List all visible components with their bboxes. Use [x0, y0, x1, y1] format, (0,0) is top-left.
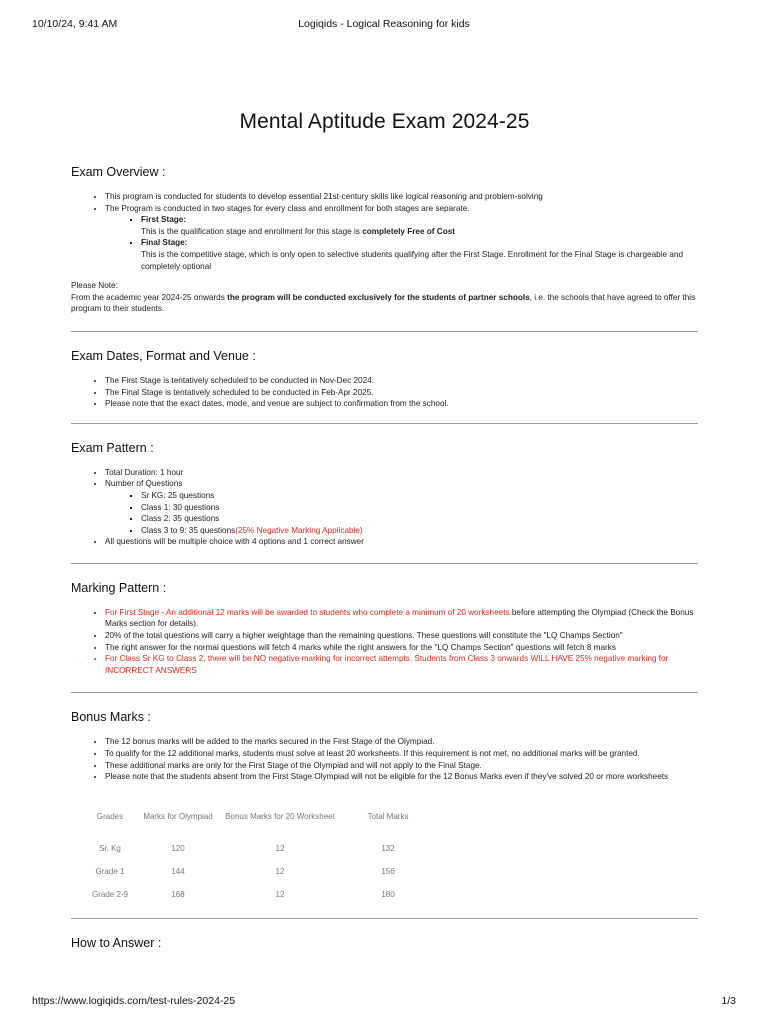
page-content — [71, 110, 698, 962]
page-number: 1/3 — [721, 995, 736, 1007]
list-item: ▪ Sr KG: 25 questions — [141, 490, 698, 502]
table-cell: Grade 2-9 — [91, 889, 129, 899]
list-item: • Please note that the exact dates, mode, and venue are subject to confirmation from the school. — [105, 398, 698, 410]
exam-overview-section — [71, 165, 698, 315]
table-cell: 180 — [381, 889, 395, 899]
please-note — [71, 280, 698, 315]
column-header: Marks for Olympiad — [143, 812, 213, 822]
list-item: • These additional marks are only for the First Stage of the Olympiad and will not apply to the Final Stage. — [105, 760, 698, 772]
bonus-marks-heading: Bonus Marks : — [71, 710, 151, 725]
please-note-label: Please Note: — [71, 281, 118, 291]
list-item: • 20% of the total questions will carry a higher weightage than the remaining questions. These questions will constitute the "LQ Champs Section" — [105, 630, 698, 642]
print-page-title: Logiqids - Logical Reasoning for kids — [298, 18, 470, 30]
note-post: , i.e. the schools that have agreed to offer this program to their students. — [71, 292, 696, 314]
first-stage-label: First Stage: — [141, 215, 187, 225]
questions-list — [105, 490, 698, 536]
table-header-row — [85, 797, 437, 837]
list-item-text: The Program is conducted in two stages for every class and enrollment for both stages are separate. — [105, 203, 470, 213]
table-row — [85, 883, 437, 906]
negative-marking-note: (25% Negative Marking Applicable) — [235, 525, 363, 535]
list-item: • The right answer for the normal questions will fetch 4 marks while the right answers for the "LQ Champs Section" questions will fetch 8 marks — [105, 642, 698, 654]
table-cell: 12 — [275, 843, 285, 853]
list-item: • For Class Sr KG to Class 2, there will be NO negative marking for incorrect attempts. Students from Class 3 onwards WILL HAVE 25% negative marking for INCORRECT ANSWERS — [105, 653, 698, 676]
list-item: • The First Stage is tentatively scheduled to be conducted in Nov-Dec 2024. — [105, 375, 698, 387]
final-stage-item — [141, 237, 698, 272]
marking-pattern-heading: Marking Pattern : — [71, 580, 167, 595]
final-stage-label: Final Stage: — [141, 238, 188, 248]
exam-pattern-heading: Exam Pattern : — [71, 440, 154, 455]
list-item-text: before attempting the Olympiad (Check the Bonus Marks section for details). — [105, 607, 694, 629]
first-stage-item — [141, 214, 698, 237]
stage-list — [105, 214, 698, 272]
overview-list — [71, 191, 698, 272]
list-item: • All questions will be multiple choice with 4 options and 1 correct answer — [105, 536, 698, 548]
bonus-marks-section — [71, 710, 698, 905]
print-footer — [32, 995, 736, 1009]
final-stage-desc: This is the competitive stage, which is only open to selective students qualifying after the First Stage. Enrollment for the Final Stage is chargeable and completely optional — [141, 249, 684, 271]
note-pre: From the academic year 2024-25 onwards — [71, 292, 228, 302]
list-item: • Please note that the students absent from the First Stage Olympiad will not be eligible for the 12 Bonus Marks even if they've solved 20 or more worksheets — [105, 771, 698, 783]
list-item: • To qualify for the 12 additional marks, students must solve at least 20 worksheets. If this requirement is not met, no additional marks will be granted. — [105, 748, 698, 760]
marking-list — [71, 607, 698, 677]
print-datetime: 10/10/24, 9:41 AM — [32, 18, 118, 30]
table-row — [85, 860, 437, 883]
table-cell: 144 — [171, 866, 185, 876]
table-cell: 120 — [171, 843, 185, 853]
list-item — [105, 203, 698, 273]
table-row — [85, 837, 437, 860]
dates-list — [71, 375, 698, 410]
exam-pattern-section — [71, 441, 698, 548]
list-item: ▪ Class 1: 30 questions — [141, 502, 698, 514]
table-cell: 12 — [275, 866, 285, 876]
list-item: • Total Duration: 1 hour — [105, 467, 698, 479]
list-item — [141, 525, 698, 537]
pattern-list — [71, 467, 698, 548]
class39-text: Class 3 to 9: 35 questions — [141, 525, 236, 535]
page-url: https://www.logiqids.com/test-rules-2024-25 — [32, 995, 236, 1007]
column-header: Total Marks — [367, 812, 409, 822]
exam-dates-heading: Exam Dates, Format and Venue : — [71, 348, 256, 363]
column-header: Bonus Marks for 20 Worksheet — [225, 812, 335, 822]
exam-overview-heading: Exam Overview : — [71, 165, 166, 179]
please-note-text — [71, 292, 698, 315]
list-item-text: Number of Questions — [105, 479, 183, 489]
marking-pattern-section — [71, 581, 698, 677]
bonus-list — [71, 736, 698, 782]
page-title: Mental Aptitude Exam 2024-25 — [239, 110, 530, 133]
table-cell: 168 — [171, 889, 185, 899]
print-header — [32, 18, 736, 32]
table-cell: Sr. Kg — [99, 843, 121, 853]
note-bold: the program will be conducted exclusively for the students of partner schools — [227, 292, 530, 302]
bonus-marks-table — [85, 797, 437, 906]
how-to-answer-heading: How to Answer : — [71, 935, 162, 950]
free-of-cost-text: completely Free of Cost — [362, 226, 456, 236]
how-to-answer-section — [71, 936, 698, 950]
list-item: • This program is conducted for students to develop essential 21st-century skills like logical reasoning and problem-solving — [105, 191, 698, 203]
list-item — [105, 607, 698, 630]
bonus-marks-note: For First Stage - An additional 12 marks will be awarded to students who complete a minimum of 20 worksheets — [105, 607, 510, 617]
table-cell: Grade 1 — [95, 866, 125, 876]
exam-dates-section — [71, 349, 698, 410]
table-cell: 12 — [275, 889, 285, 899]
first-stage-text: This is the qualification stage and enrollment for this stage is — [141, 226, 363, 236]
first-stage-desc — [141, 226, 698, 238]
list-item: • The 12 bonus marks will be added to the marks secured in the First Stage of the Olympiad. — [105, 736, 698, 748]
list-item — [105, 478, 698, 536]
list-item: ▪ Class 2: 35 questions — [141, 513, 698, 525]
column-header: Grades — [96, 812, 124, 822]
table-cell: 156 — [381, 866, 395, 876]
list-item: • The Final Stage is tentatively scheduled to be conducted in Feb-Apr 2025. — [105, 387, 698, 399]
table-cell: 132 — [381, 843, 395, 853]
